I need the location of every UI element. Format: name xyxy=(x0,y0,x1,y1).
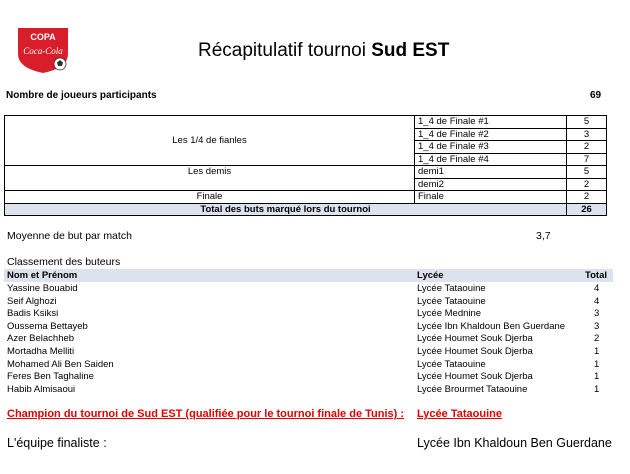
table-row xyxy=(0,283,630,296)
table-row xyxy=(0,371,630,384)
match-goals: 2 xyxy=(567,141,607,154)
players-label: Nombre de joueurs participants xyxy=(6,90,157,101)
table-row xyxy=(0,346,630,359)
match-name: Finale xyxy=(415,191,567,204)
total-row xyxy=(5,203,607,216)
copa-coca-cola-logo xyxy=(14,24,72,74)
table-row xyxy=(0,308,630,321)
match-goals: 7 xyxy=(567,153,607,166)
champion-label: Champion du tournoi de Sud EST (qualifiée pour le tournoi finale de Tunis) : xyxy=(7,408,405,420)
champion-value: Lycée Tataouine xyxy=(417,408,502,420)
finalist-value: Lycée Ibn Khaldoun Ben Guerdane xyxy=(417,436,612,450)
scorer-total: 1 xyxy=(594,346,600,357)
match-name: 1_4 de Finale #4 xyxy=(415,153,567,166)
scorer-school: Lycée Houmet Souk Djerba xyxy=(417,371,533,383)
match-name: 1_4 de Finale #3 xyxy=(415,141,567,154)
match-name: demi1 xyxy=(415,166,567,179)
scorer-name: Mohamed Ali Ben Saiden xyxy=(7,358,114,370)
header-school: Lycée xyxy=(417,270,444,281)
scorer-school: Lycée Brourmet Tataouine xyxy=(417,383,528,395)
match-goals: 2 xyxy=(567,191,607,204)
header-total: Total xyxy=(585,270,607,281)
scorer-total: 3 xyxy=(594,308,600,320)
table-row xyxy=(0,333,630,346)
scorer-school: Lycée Ibn Khaldoun Ben Guerdane xyxy=(417,320,566,332)
scorer-total: 2 xyxy=(594,333,600,345)
scorer-name: Mortadha Melliti xyxy=(7,346,75,357)
scorer-name: Badis Ksiksi xyxy=(7,308,59,320)
players-value: 69 xyxy=(590,90,602,101)
match-goals: 3 xyxy=(567,128,607,141)
scorer-total: 3 xyxy=(594,320,600,332)
match-goals: 2 xyxy=(567,178,607,191)
logo-text-copa: COPA xyxy=(30,32,56,42)
table-row xyxy=(0,359,630,372)
table-row xyxy=(5,191,607,204)
scorer-total: 4 xyxy=(594,295,600,307)
final-label: Finale xyxy=(5,191,415,204)
semi-label: Les demis xyxy=(5,166,415,191)
finalist-label: L'équipe finaliste : xyxy=(7,436,107,450)
scorer-school: Lycée Houmet Souk Djerba xyxy=(417,333,533,345)
scorer-school: Lycée Mednine xyxy=(417,308,482,320)
scorer-total: 1 xyxy=(594,358,600,370)
scorer-name: Feres Ben Taghaline xyxy=(7,371,94,383)
scorer-name: Yassine Bouabid xyxy=(7,283,78,294)
page-title xyxy=(198,40,449,62)
title-normal: Récapitulatif tournoi xyxy=(198,40,372,61)
table-row xyxy=(5,166,607,179)
scorers-header-bar xyxy=(4,269,613,282)
rounds-table xyxy=(4,115,607,216)
table-row xyxy=(5,116,607,129)
scorer-name: Oussema Bettayeb xyxy=(7,320,88,332)
average-value: 3,7 xyxy=(536,230,551,242)
average-label: Moyenne de but par match xyxy=(7,230,132,242)
scorer-name: Azer Belachheb xyxy=(7,333,75,345)
scorer-name: Seif Alghozi xyxy=(7,295,57,307)
match-goals: 5 xyxy=(567,116,607,129)
title-bold: Sud EST xyxy=(371,40,450,61)
match-name: demi2 xyxy=(415,178,567,191)
total-label: Total des buts marqué lors du tournoi xyxy=(5,203,567,216)
scorer-total: 1 xyxy=(594,371,600,383)
table-row xyxy=(0,384,630,397)
scorer-total: 1 xyxy=(594,383,600,395)
scorer-school: Lycée Tataouine xyxy=(417,283,486,294)
scorer-school: Lycée Tataouine xyxy=(417,295,486,307)
match-name: 1_4 de Finale #1 xyxy=(415,116,567,129)
table-row xyxy=(0,296,630,309)
match-goals: 5 xyxy=(567,166,607,179)
scorer-total: 4 xyxy=(594,283,600,294)
scorer-school: Lycée Tataouine xyxy=(417,358,486,370)
scorers-title: Classement des buteurs xyxy=(7,256,121,268)
logo-text-brand: Coca-Cola xyxy=(23,46,63,56)
match-name: 1_4 de Finale #2 xyxy=(415,128,567,141)
table-row xyxy=(0,321,630,334)
total-value: 26 xyxy=(567,203,607,216)
quarter-label: Les 1/4 de fianles xyxy=(5,116,415,166)
header-name: Nom et Prénom xyxy=(7,270,78,281)
scorer-name: Habib Almisaoui xyxy=(7,383,76,395)
scorer-school: Lycée Houmet Souk Djerba xyxy=(417,346,533,357)
